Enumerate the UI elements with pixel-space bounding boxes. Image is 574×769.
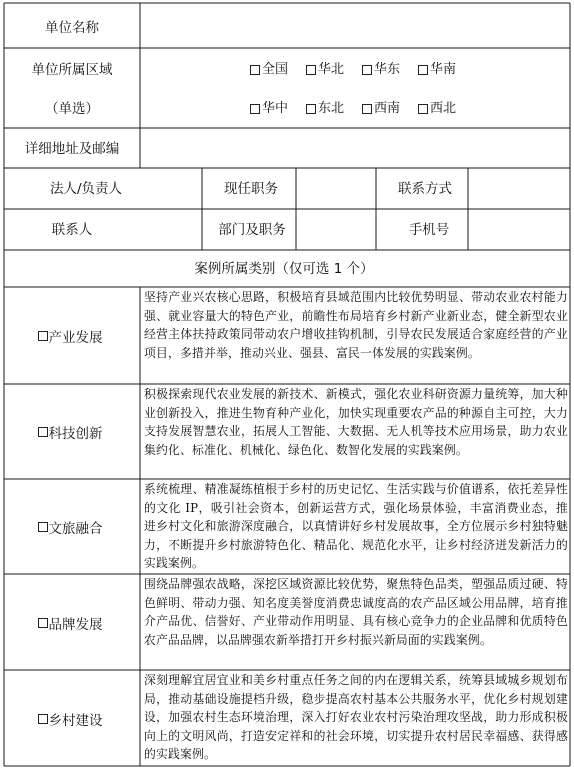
mobile-label: 手机号 [408, 222, 450, 238]
checkbox-icon [362, 65, 372, 75]
current-position-label: 现任职务 [224, 181, 278, 197]
region-option-east-china[interactable]: 华东 [362, 62, 400, 78]
category-option-rural-construction[interactable]: 乡村建设 [0, 671, 140, 766]
checkbox-icon [250, 104, 260, 114]
checkbox-icon [250, 65, 260, 75]
region-hint: （单选） [45, 101, 99, 117]
region-option-central-china[interactable]: 华中 [250, 101, 288, 117]
checkbox-icon [418, 104, 428, 114]
checkbox-icon [38, 427, 48, 437]
checkbox-icon [306, 65, 316, 75]
region-option-northwest[interactable]: 西北 [418, 101, 456, 117]
current-position-field[interactable] [297, 169, 375, 208]
department-field[interactable] [297, 210, 375, 249]
region-option-northeast[interactable]: 东北 [306, 101, 344, 117]
region-option-south-china[interactable]: 华南 [418, 62, 456, 78]
checkbox-icon [362, 104, 372, 114]
category-desc-culture-tourism: 系统梳理、精准凝练植根于乡村的历史记忆、生活实践与价值谱系，依托差异性的文化 IP，吸引社会资本，创新运营方式，强化场景体验，丰富消费业态，推进乡村文化和旅游深度融合，以真情讲好乡村发展故事，全方位展示乡村独特魅力，不断提升乡村旅游特色化、精品化、规范化水平，让乡村经济迸发新活力的实践案例。 [144, 482, 568, 571]
checkbox-icon [38, 522, 48, 532]
contact-person-field[interactable] [141, 210, 201, 249]
checkbox-icon [38, 714, 48, 724]
checkbox-icon [38, 331, 48, 341]
category-option-culture-tourism[interactable]: 文旅融合 [0, 480, 140, 574]
mobile-field[interactable] [469, 210, 569, 249]
unit-name-field[interactable] [141, 4, 569, 47]
category-section-title: 案例所属类别（仅可选 1 个） [194, 261, 374, 277]
legal-person-label: 法人/负责人 [49, 181, 123, 197]
region-option-southwest[interactable]: 西南 [362, 101, 400, 117]
region-label: 单位所属区域 [31, 62, 113, 78]
category-desc-industry: 坚持产业兴农核心思路，积极培育县域范围内比较优势明显、带动农业农村能力强、就业容量大的特色产业，前瞻性布局培育乡村新产业新业态，健全新型农业经营主体扶持政策同带动农户增收挂钩机制，引导农民发展适合家庭经营的产业项目，多措并举，推动兴业、强县、富民一体发展的实践案例。 [144, 290, 568, 360]
contact-method-label: 联系方式 [398, 181, 452, 197]
category-option-tech[interactable]: 科技创新 [0, 385, 140, 479]
address-label: 详细地址及邮编 [24, 141, 120, 157]
address-field[interactable] [141, 129, 569, 167]
category-option-industry[interactable]: 产业发展 [0, 288, 140, 384]
legal-person-field[interactable] [141, 169, 201, 208]
checkbox-icon [418, 65, 428, 75]
region-option-north-china[interactable]: 华北 [306, 62, 344, 78]
unit-name-label: 单位名称 [45, 20, 99, 36]
checkbox-icon [38, 618, 48, 628]
category-option-brand[interactable]: 品牌发展 [0, 575, 140, 670]
category-desc-rural-construction: 深刻理解宜居宜业和美乡村重点任务之间的内在逻辑关系，统筹县域城乡规划布局，推动基础设施提档升级，稳步提高农村基本公共服务水平，优化乡村规划建设，加强农村生态环境治理，深入打好农业农村污染治理攻坚战，助力形成积极向上的文明风尚，打造安定祥和的社会环境，切实提升农村居民幸福感、获得感的实践案例。 [144, 673, 568, 762]
category-desc-tech: 积极探索现代农业发展的新技术、新模式，强化农业科研资源力量统筹，加大种业创新投入，推进生物育种产业化，加快实现重要农产品的种源自主可控，大力支持发展智慧农业，拓展人工智能、大数据、无人机等技术应用场景，助力农业集约化、标准化、机械化、绿色化、数智化发展的实践案例。 [144, 387, 568, 457]
region-option-national[interactable]: 全国 [250, 62, 288, 78]
contact-person-label: 联系人 [51, 222, 93, 238]
department-label: 部门及职务 [218, 222, 286, 238]
contact-method-field[interactable] [469, 169, 569, 208]
category-desc-brand: 围绕品牌强农战略，深挖区域资源比较优势，聚焦特色品类，塑强品质过硬、特色鲜明、带动力强、知名度美誉度消费忠诚度高的农产品区域公用品牌，培育推介产品优、信誉好、产业带动作用明显、具有核心竞争力的企业品牌和优质特色农产品品牌，以品牌强农新举措打开乡村振兴新局面的实践案例。 [144, 577, 568, 647]
checkbox-icon [306, 104, 316, 114]
